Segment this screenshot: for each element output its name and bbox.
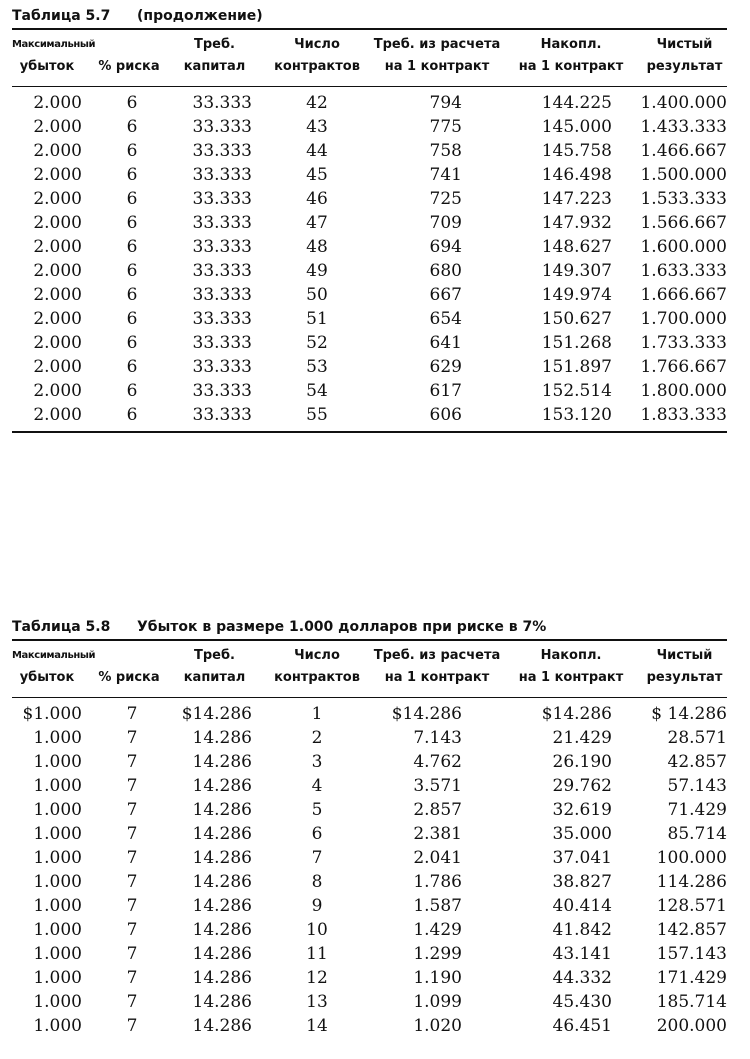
cell-contracts: 49 bbox=[306, 261, 328, 281]
cell-accumulated-per-contract: 149.974 bbox=[541, 285, 612, 305]
cell-contracts: 11 bbox=[306, 944, 328, 964]
table-header bbox=[12, 34, 727, 84]
cell-contracts: 54 bbox=[306, 381, 328, 401]
cell-risk-percent: 6 bbox=[126, 213, 138, 233]
cell-required-capital: 14.286 bbox=[192, 920, 252, 940]
cell-accumulated-per-contract: 149.307 bbox=[541, 261, 612, 281]
cell-risk-percent: 7 bbox=[126, 728, 138, 748]
cell-required-capital: 14.286 bbox=[192, 728, 252, 748]
cell-risk-percent: 7 bbox=[126, 704, 138, 724]
cell-contracts: 2 bbox=[311, 728, 323, 748]
cell-net-result: 71.429 bbox=[667, 800, 727, 820]
table-row bbox=[12, 355, 727, 379]
cell-contracts: 3 bbox=[311, 752, 323, 772]
cell-accumulated-per-contract: 151.268 bbox=[541, 333, 612, 353]
cell-max-loss: 1.000 bbox=[33, 944, 82, 964]
cell-accumulated-per-contract: 145.000 bbox=[541, 117, 612, 137]
cell-required-capital: 33.333 bbox=[192, 261, 252, 281]
cell-contracts: 13 bbox=[306, 992, 328, 1012]
cell-max-loss: 1.000 bbox=[33, 752, 82, 772]
header-max-loss: Максимальный убыток bbox=[12, 39, 96, 74]
cell-accumulated-per-contract: 145.758 bbox=[541, 141, 612, 161]
cell-required-capital: 33.333 bbox=[192, 237, 252, 257]
cell-net-result: 1.600.000 bbox=[640, 237, 727, 257]
cell-required-per-contract: 1.099 bbox=[413, 992, 462, 1012]
cell-max-loss: $1.000 bbox=[22, 704, 82, 724]
cell-required-capital: 33.333 bbox=[192, 189, 252, 209]
table-row bbox=[12, 331, 727, 355]
cell-net-result: 100.000 bbox=[656, 848, 727, 868]
cell-required-per-contract: 2.041 bbox=[413, 848, 462, 868]
cell-required-per-contract: 694 bbox=[429, 237, 462, 257]
cell-required-capital: 14.286 bbox=[192, 800, 252, 820]
cell-max-loss: 2.000 bbox=[33, 93, 82, 113]
cell-accumulated-per-contract: 32.619 bbox=[552, 800, 612, 820]
cell-risk-percent: 6 bbox=[126, 93, 138, 113]
cell-contracts: 8 bbox=[311, 872, 323, 892]
table-5-8 bbox=[12, 615, 727, 1038]
table-row bbox=[12, 259, 727, 283]
cell-required-per-contract: 1.020 bbox=[413, 1016, 462, 1036]
cell-accumulated-per-contract: 148.627 bbox=[541, 237, 612, 257]
cell-net-result: 28.571 bbox=[667, 728, 727, 748]
cell-required-capital: 33.333 bbox=[192, 381, 252, 401]
cell-required-capital: 14.286 bbox=[192, 824, 252, 844]
cell-accumulated-per-contract: 26.190 bbox=[552, 752, 612, 772]
cell-contracts: 45 bbox=[306, 165, 328, 185]
cell-required-per-contract: 2.857 bbox=[413, 800, 462, 820]
header-required-per-contract: Треб. из расчета на 1 контракт bbox=[373, 648, 501, 685]
cell-required-capital: 33.333 bbox=[192, 333, 252, 353]
bottom-rule bbox=[12, 431, 727, 433]
cell-risk-percent: 6 bbox=[126, 165, 138, 185]
table-body bbox=[12, 87, 727, 427]
cell-required-per-contract: 775 bbox=[429, 117, 462, 137]
table-row bbox=[12, 942, 727, 966]
cell-required-per-contract: 7.143 bbox=[413, 728, 462, 748]
cell-required-capital: 14.286 bbox=[192, 944, 252, 964]
cell-required-capital: 14.286 bbox=[192, 896, 252, 916]
cell-contracts: 55 bbox=[306, 405, 328, 425]
table-row bbox=[12, 1014, 727, 1038]
cell-max-loss: 2.000 bbox=[33, 189, 82, 209]
cell-net-result: 185.714 bbox=[656, 992, 727, 1012]
cell-contracts: 42 bbox=[306, 93, 328, 113]
cell-net-result: 42.857 bbox=[667, 752, 727, 772]
cell-risk-percent: 7 bbox=[126, 944, 138, 964]
table-body bbox=[12, 698, 727, 1038]
cell-risk-percent: 6 bbox=[126, 117, 138, 137]
cell-accumulated-per-contract: 38.827 bbox=[552, 872, 612, 892]
cell-max-loss: 2.000 bbox=[33, 357, 82, 377]
table-row bbox=[12, 91, 727, 115]
table-row bbox=[12, 750, 727, 774]
header-contracts: Число контрактов bbox=[274, 648, 360, 685]
table-row bbox=[12, 846, 727, 870]
cell-net-result: 128.571 bbox=[656, 896, 727, 916]
cell-net-result: $ 14.286 bbox=[651, 704, 727, 724]
table-row bbox=[12, 283, 727, 307]
cell-required-capital: 14.286 bbox=[192, 968, 252, 988]
header-accumulated-per-contract: Накопл. на 1 контракт bbox=[518, 37, 624, 74]
cell-accumulated-per-contract: 146.498 bbox=[541, 165, 612, 185]
cell-net-result: 1.666.667 bbox=[640, 285, 727, 305]
cell-contracts: 9 bbox=[311, 896, 323, 916]
cell-net-result: 1.633.333 bbox=[640, 261, 727, 281]
cell-required-per-contract: 641 bbox=[429, 333, 462, 353]
cell-accumulated-per-contract: 35.000 bbox=[552, 824, 612, 844]
cell-net-result: 1.433.333 bbox=[640, 117, 727, 137]
cell-required-per-contract: 2.381 bbox=[413, 824, 462, 844]
cell-accumulated-per-contract: 147.223 bbox=[541, 189, 612, 209]
cell-risk-percent: 7 bbox=[126, 848, 138, 868]
cell-net-result: 157.143 bbox=[656, 944, 727, 964]
cell-contracts: 46 bbox=[306, 189, 328, 209]
cell-accumulated-per-contract: 144.225 bbox=[541, 93, 612, 113]
cell-required-capital: 14.286 bbox=[192, 1016, 252, 1036]
cell-contracts: 53 bbox=[306, 357, 328, 377]
cell-risk-percent: 7 bbox=[126, 800, 138, 820]
cell-risk-percent: 6 bbox=[126, 261, 138, 281]
header-risk-percent: % риска bbox=[98, 670, 160, 685]
table-row bbox=[12, 115, 727, 139]
table-header bbox=[12, 645, 727, 695]
cell-max-loss: 2.000 bbox=[33, 405, 82, 425]
cell-required-per-contract: 758 bbox=[429, 141, 462, 161]
cell-required-per-contract: 725 bbox=[429, 189, 462, 209]
table-row bbox=[12, 894, 727, 918]
cell-risk-percent: 6 bbox=[126, 285, 138, 305]
cell-max-loss: 1.000 bbox=[33, 992, 82, 1012]
cell-risk-percent: 6 bbox=[126, 381, 138, 401]
cell-required-capital: 33.333 bbox=[192, 285, 252, 305]
table-row bbox=[12, 403, 727, 427]
cell-net-result: 1.733.333 bbox=[640, 333, 727, 353]
cell-required-capital: 33.333 bbox=[192, 165, 252, 185]
cell-max-loss: 2.000 bbox=[33, 381, 82, 401]
cell-contracts: 51 bbox=[306, 309, 328, 329]
cell-risk-percent: 7 bbox=[126, 920, 138, 940]
header-max-loss: Максимальный убыток bbox=[12, 650, 96, 685]
cell-risk-percent: 6 bbox=[126, 237, 138, 257]
cell-accumulated-per-contract: 147.932 bbox=[541, 213, 612, 233]
cell-risk-percent: 6 bbox=[126, 189, 138, 209]
cell-required-capital: $14.286 bbox=[181, 704, 252, 724]
cell-max-loss: 1.000 bbox=[33, 776, 82, 796]
header-risk-percent: % риска bbox=[98, 59, 160, 74]
cell-accumulated-per-contract: 43.141 bbox=[552, 944, 612, 964]
table-caption bbox=[12, 615, 727, 639]
table-number: Таблица 5.7 bbox=[12, 8, 111, 24]
header-required-capital: Треб. капитал bbox=[183, 37, 246, 74]
table-row bbox=[12, 235, 727, 259]
cell-contracts: 7 bbox=[311, 848, 323, 868]
table-caption bbox=[12, 4, 727, 28]
header-required-per-contract: Треб. из расчета на 1 контракт bbox=[373, 37, 501, 74]
table-row bbox=[12, 379, 727, 403]
cell-required-capital: 14.286 bbox=[192, 872, 252, 892]
table-row bbox=[12, 774, 727, 798]
cell-required-capital: 14.286 bbox=[192, 992, 252, 1012]
cell-contracts: 52 bbox=[306, 333, 328, 353]
header-contracts: Число контрактов bbox=[274, 37, 360, 74]
cell-net-result: 1.700.000 bbox=[640, 309, 727, 329]
cell-contracts: 4 bbox=[311, 776, 323, 796]
cell-required-per-contract: 629 bbox=[429, 357, 462, 377]
table-row bbox=[12, 822, 727, 846]
cell-max-loss: 1.000 bbox=[33, 968, 82, 988]
cell-net-result: 1.766.667 bbox=[640, 357, 727, 377]
cell-risk-percent: 6 bbox=[126, 309, 138, 329]
cell-risk-percent: 7 bbox=[126, 776, 138, 796]
cell-net-result: 1.500.000 bbox=[640, 165, 727, 185]
cell-required-per-contract: 4.762 bbox=[413, 752, 462, 772]
cell-required-per-contract: 1.587 bbox=[413, 896, 462, 916]
cell-risk-percent: 7 bbox=[126, 824, 138, 844]
top-rule bbox=[12, 28, 727, 30]
table-row bbox=[12, 966, 727, 990]
cell-max-loss: 1.000 bbox=[33, 848, 82, 868]
cell-accumulated-per-contract: 21.429 bbox=[552, 728, 612, 748]
cell-net-result: 1.833.333 bbox=[640, 405, 727, 425]
table-row bbox=[12, 211, 727, 235]
cell-required-per-contract: 1.190 bbox=[413, 968, 462, 988]
cell-required-capital: 14.286 bbox=[192, 848, 252, 868]
cell-required-capital: 33.333 bbox=[192, 93, 252, 113]
cell-required-per-contract: $14.286 bbox=[391, 704, 462, 724]
cell-contracts: 48 bbox=[306, 237, 328, 257]
cell-contracts: 1 bbox=[311, 704, 323, 724]
cell-required-per-contract: 794 bbox=[429, 93, 462, 113]
cell-max-loss: 1.000 bbox=[33, 824, 82, 844]
cell-accumulated-per-contract: 152.514 bbox=[541, 381, 612, 401]
cell-required-per-contract: 1.429 bbox=[413, 920, 462, 940]
cell-net-result: 1.800.000 bbox=[640, 381, 727, 401]
header-required-capital: Треб. капитал bbox=[183, 648, 246, 685]
cell-max-loss: 2.000 bbox=[33, 309, 82, 329]
cell-accumulated-per-contract: 41.842 bbox=[552, 920, 612, 940]
cell-risk-percent: 6 bbox=[126, 141, 138, 161]
cell-risk-percent: 7 bbox=[126, 1016, 138, 1036]
cell-contracts: 14 bbox=[306, 1016, 328, 1036]
cell-contracts: 10 bbox=[306, 920, 328, 940]
cell-net-result: 1.466.667 bbox=[640, 141, 727, 161]
table-title: (продолжение) bbox=[137, 8, 263, 24]
table-title: Убыток в размере 1.000 долларов при риске в 7% bbox=[137, 619, 547, 635]
table-row bbox=[12, 163, 727, 187]
cell-required-per-contract: 1.299 bbox=[413, 944, 462, 964]
table-number: Таблица 5.8 bbox=[12, 619, 111, 635]
table-row bbox=[12, 870, 727, 894]
table-row bbox=[12, 918, 727, 942]
cell-net-result: 200.000 bbox=[656, 1016, 727, 1036]
cell-required-capital: 33.333 bbox=[192, 357, 252, 377]
table-row bbox=[12, 990, 727, 1014]
cell-net-result: 1.566.667 bbox=[640, 213, 727, 233]
cell-contracts: 43 bbox=[306, 117, 328, 137]
table-5-7 bbox=[12, 4, 727, 433]
cell-required-capital: 33.333 bbox=[192, 405, 252, 425]
cell-required-per-contract: 606 bbox=[429, 405, 462, 425]
header-net-result: Чистый результат bbox=[646, 648, 723, 685]
cell-risk-percent: 7 bbox=[126, 752, 138, 772]
cell-contracts: 50 bbox=[306, 285, 328, 305]
cell-net-result: 57.143 bbox=[667, 776, 727, 796]
cell-max-loss: 2.000 bbox=[33, 261, 82, 281]
header-net-result: Чистый результат bbox=[646, 37, 723, 74]
cell-required-capital: 33.333 bbox=[192, 117, 252, 137]
cell-required-per-contract: 709 bbox=[429, 213, 462, 233]
cell-max-loss: 2.000 bbox=[33, 237, 82, 257]
cell-max-loss: 2.000 bbox=[33, 333, 82, 353]
cell-required-per-contract: 654 bbox=[429, 309, 462, 329]
cell-risk-percent: 6 bbox=[126, 333, 138, 353]
cell-net-result: 1.400.000 bbox=[640, 93, 727, 113]
cell-contracts: 5 bbox=[311, 800, 323, 820]
table-row bbox=[12, 187, 727, 211]
cell-max-loss: 1.000 bbox=[33, 728, 82, 748]
cell-risk-percent: 7 bbox=[126, 896, 138, 916]
top-rule bbox=[12, 639, 727, 641]
cell-required-per-contract: 617 bbox=[429, 381, 462, 401]
cell-max-loss: 2.000 bbox=[33, 141, 82, 161]
cell-required-capital: 14.286 bbox=[192, 752, 252, 772]
cell-max-loss: 1.000 bbox=[33, 920, 82, 940]
cell-net-result: 171.429 bbox=[656, 968, 727, 988]
cell-max-loss: 2.000 bbox=[33, 165, 82, 185]
cell-risk-percent: 7 bbox=[126, 968, 138, 988]
cell-risk-percent: 6 bbox=[126, 405, 138, 425]
cell-accumulated-per-contract: 45.430 bbox=[552, 992, 612, 1012]
cell-required-capital: 14.286 bbox=[192, 776, 252, 796]
cell-accumulated-per-contract: 153.120 bbox=[541, 405, 612, 425]
cell-max-loss: 2.000 bbox=[33, 213, 82, 233]
cell-required-capital: 33.333 bbox=[192, 213, 252, 233]
cell-max-loss: 2.000 bbox=[33, 285, 82, 305]
cell-required-per-contract: 741 bbox=[429, 165, 462, 185]
cell-required-per-contract: 1.786 bbox=[413, 872, 462, 892]
cell-accumulated-per-contract: 37.041 bbox=[552, 848, 612, 868]
cell-risk-percent: 6 bbox=[126, 357, 138, 377]
cell-accumulated-per-contract: 29.762 bbox=[552, 776, 612, 796]
cell-max-loss: 1.000 bbox=[33, 896, 82, 916]
cell-required-capital: 33.333 bbox=[192, 141, 252, 161]
cell-required-capital: 33.333 bbox=[192, 309, 252, 329]
cell-risk-percent: 7 bbox=[126, 992, 138, 1012]
cell-net-result: 114.286 bbox=[656, 872, 727, 892]
cell-max-loss: 1.000 bbox=[33, 872, 82, 892]
cell-max-loss: 2.000 bbox=[33, 117, 82, 137]
cell-accumulated-per-contract: 40.414 bbox=[552, 896, 612, 916]
cell-contracts: 44 bbox=[306, 141, 328, 161]
cell-max-loss: 1.000 bbox=[33, 1016, 82, 1036]
cell-accumulated-per-contract: $14.286 bbox=[541, 704, 612, 724]
cell-accumulated-per-contract: 151.897 bbox=[541, 357, 612, 377]
table-row bbox=[12, 139, 727, 163]
cell-required-per-contract: 667 bbox=[429, 285, 462, 305]
table-row bbox=[12, 726, 727, 750]
cell-accumulated-per-contract: 150.627 bbox=[541, 309, 612, 329]
table-row bbox=[12, 702, 727, 726]
cell-net-result: 1.533.333 bbox=[640, 189, 727, 209]
table-row bbox=[12, 798, 727, 822]
table-row bbox=[12, 307, 727, 331]
cell-net-result: 142.857 bbox=[656, 920, 727, 940]
cell-max-loss: 1.000 bbox=[33, 800, 82, 820]
cell-contracts: 47 bbox=[306, 213, 328, 233]
cell-required-per-contract: 680 bbox=[429, 261, 462, 281]
cell-contracts: 12 bbox=[306, 968, 328, 988]
cell-required-per-contract: 3.571 bbox=[413, 776, 462, 796]
cell-accumulated-per-contract: 46.451 bbox=[552, 1016, 612, 1036]
cell-risk-percent: 7 bbox=[126, 872, 138, 892]
cell-contracts: 6 bbox=[311, 824, 323, 844]
cell-net-result: 85.714 bbox=[667, 824, 727, 844]
cell-accumulated-per-contract: 44.332 bbox=[552, 968, 612, 988]
header-accumulated-per-contract: Накопл. на 1 контракт bbox=[518, 648, 624, 685]
